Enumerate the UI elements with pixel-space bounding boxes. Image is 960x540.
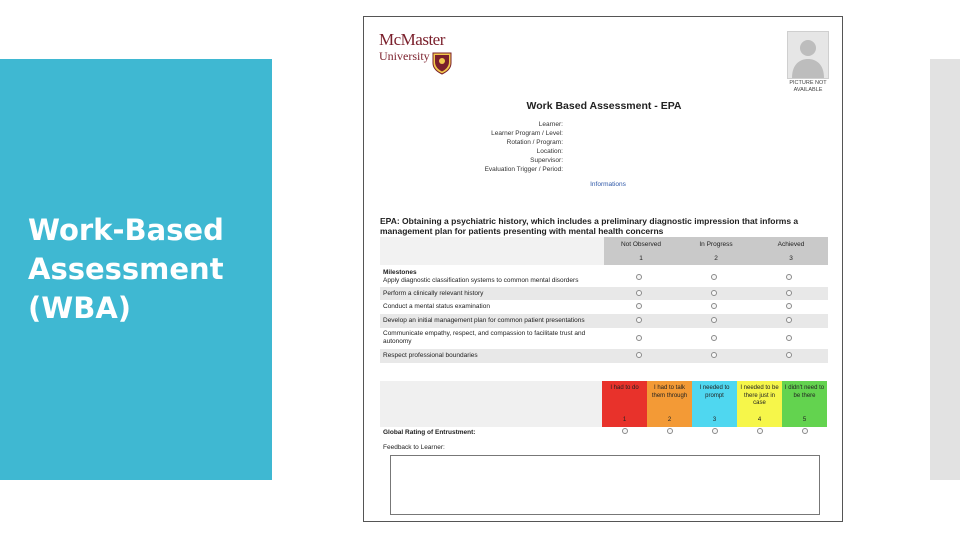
entrustment-radio[interactable] <box>802 428 808 434</box>
photo-placeholder <box>787 31 829 79</box>
milestone-row <box>380 267 828 287</box>
entrustment-number: 2 <box>667 417 672 423</box>
milestone-radio[interactable] <box>711 335 717 341</box>
milestone-radio[interactable] <box>786 335 792 341</box>
scale-number: 1 <box>639 255 643 262</box>
scale-label: Achieved <box>777 241 805 248</box>
scale-col-in-progress <box>679 237 753 265</box>
informations-link[interactable]: Informations <box>590 181 626 188</box>
milestone-radio[interactable] <box>786 352 792 358</box>
milestone-text: Develop an initial management plan for common patient presentations <box>383 317 585 324</box>
milestone-radio[interactable] <box>786 274 792 280</box>
milestone-radio[interactable] <box>636 290 642 296</box>
info-field-label: Supervisor: <box>530 157 563 164</box>
entrustment-level-5 <box>782 381 827 427</box>
entrustment-label: I needed to prompt <box>699 385 730 399</box>
info-field-label: Learner: <box>538 121 563 128</box>
assessment-form-image <box>363 16 843 522</box>
milestone-radio[interactable] <box>711 290 717 296</box>
info-field-label: Location: <box>536 148 563 155</box>
milestone-radio[interactable] <box>636 335 642 341</box>
entrustment-label: I needed to be there just in case <box>740 385 779 406</box>
milestone-radio[interactable] <box>711 317 717 323</box>
university-logo <box>379 31 469 81</box>
scale-label: Not Observed <box>620 241 662 248</box>
entrustment-level-3 <box>692 381 737 427</box>
learner-photo <box>787 31 829 95</box>
entrustment-number: 4 <box>757 417 762 423</box>
entrustment-radio[interactable] <box>667 428 673 434</box>
milestone-radio[interactable] <box>636 274 642 280</box>
feedback-label: Feedback to Learner: <box>383 444 445 451</box>
global-rating-label: Global Rating of Entrustment: <box>383 429 476 436</box>
scale-number: 2 <box>714 255 718 262</box>
milestone-row <box>380 328 828 349</box>
milestone-radio[interactable] <box>636 317 642 323</box>
milestone-rows <box>380 267 828 363</box>
milestones-header-blank <box>380 237 604 265</box>
photo-caption: PICTURE NOT AVAILABLE <box>789 80 827 93</box>
info-field-label: Evaluation Trigger / Period: <box>484 166 563 173</box>
milestone-text: Perform a clinically relevant history <box>383 290 484 297</box>
milestone-text: Respect professional boundaries <box>383 352 478 359</box>
milestone-row <box>380 287 828 300</box>
entrustment-number: 5 <box>802 417 807 423</box>
entrustment-number: 3 <box>712 417 717 423</box>
milestone-row <box>380 349 828 363</box>
learner-info-fields <box>460 120 563 174</box>
person-silhouette-icon <box>788 32 828 78</box>
milestone-text: Conduct a mental status examination <box>383 303 490 310</box>
entrustment-level-4 <box>737 381 782 427</box>
scale-col-not-observed <box>604 237 678 265</box>
milestone-text: Apply diagnostic classification systems to common mental disorders <box>383 277 579 284</box>
milestone-row <box>380 300 828 314</box>
logo-line-2: University <box>379 49 430 63</box>
entrustment-level-1 <box>602 381 647 427</box>
logo-line-1: McMaster <box>379 30 445 49</box>
scale-number: 3 <box>789 255 793 262</box>
entrustment-header-blank <box>380 381 602 427</box>
slide-title: Work-Based Assessment (WBA) <box>28 213 224 325</box>
feedback-textarea[interactable] <box>390 455 820 515</box>
entrustment-label: I had to do <box>610 385 639 391</box>
side-bar <box>930 59 960 480</box>
entrustment-label: I had to talk them through <box>651 385 688 399</box>
scale-col-achieved <box>754 237 828 265</box>
milestone-radio[interactable] <box>711 352 717 358</box>
milestone-row <box>380 314 828 328</box>
entrustment-radio[interactable] <box>622 428 628 434</box>
milestones-heading: Milestones <box>383 269 417 276</box>
milestone-radio[interactable] <box>786 290 792 296</box>
scale-header <box>604 237 828 265</box>
info-field-label: Learner Program / Level: <box>491 130 563 137</box>
milestone-radio[interactable] <box>711 274 717 280</box>
entrustment-scale <box>602 381 828 427</box>
milestone-radio[interactable] <box>636 303 642 309</box>
crest-icon <box>431 51 453 75</box>
epa-title: EPA: Obtaining a psychiatric history, which includes a preliminary diagnostic impression that informs a management plan for patients presenting with mental health concerns <box>380 216 799 236</box>
milestone-text: Communicate empathy, respect, and compassion to facilitate trust and autonomy <box>383 330 586 345</box>
entrustment-label: I didn't need to be there <box>784 385 825 399</box>
scale-label: In Progress <box>699 241 733 248</box>
info-field-label: Rotation / Program: <box>506 139 563 146</box>
milestone-radio[interactable] <box>786 317 792 323</box>
milestone-radio[interactable] <box>786 303 792 309</box>
entrustment-radio[interactable] <box>757 428 763 434</box>
form-title: Work Based Assessment - EPA <box>526 100 682 112</box>
entrustment-level-2 <box>647 381 692 427</box>
milestone-radio[interactable] <box>711 303 717 309</box>
entrustment-radio[interactable] <box>712 428 718 434</box>
milestone-radio[interactable] <box>636 352 642 358</box>
entrustment-number: 1 <box>622 417 627 423</box>
